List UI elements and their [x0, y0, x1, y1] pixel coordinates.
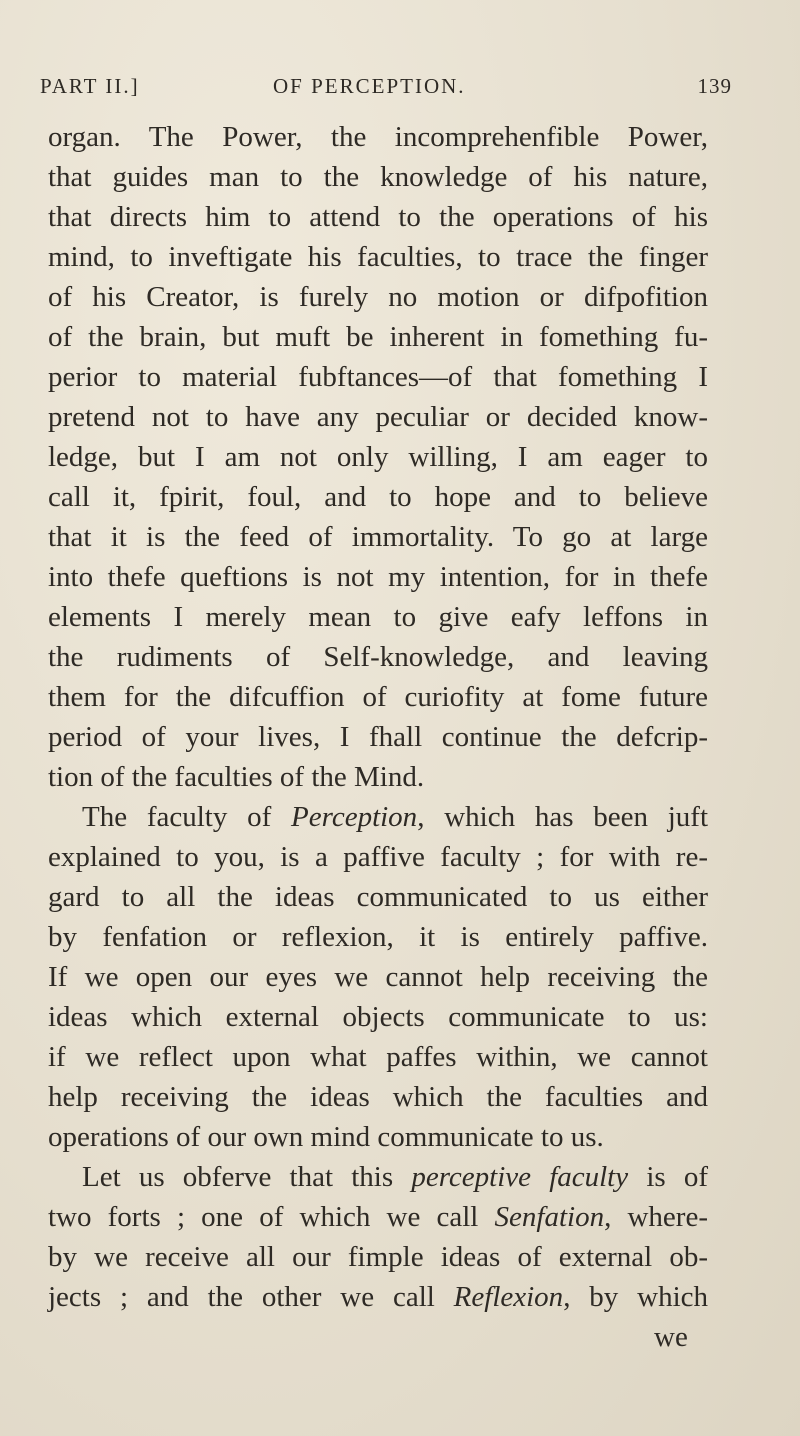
- text-line: elements I merely mean to give eafy leffons in: [48, 601, 708, 633]
- text-line: that guides man to the knowledge of his nature,: [48, 161, 708, 193]
- text-line: that directs him to attend to the operations of his: [48, 201, 708, 233]
- text-line: tion of the faculties of the Mind.: [48, 761, 425, 793]
- text-line: of the brain, but muft be inherent in fomething fu-: [48, 321, 708, 353]
- page-number: 139: [697, 74, 732, 98]
- text-line: call it, fpirit, foul, and to hope and to believe: [48, 481, 708, 513]
- text-line: into thefe queftions is not my intention, for in thefe: [48, 561, 708, 593]
- part-label: PART II.]: [40, 74, 140, 98]
- text-line: [48, 1197, 708, 1237]
- running-header: [40, 74, 732, 108]
- text-line: them for the difcuffion of curiofity at fome future: [48, 681, 708, 713]
- text-line: of his Creator, is furely no motion or difpofition: [48, 281, 708, 313]
- text-line: [82, 797, 708, 837]
- text-line: mind, to inveftigate his faculties, to trace the finger: [48, 241, 708, 273]
- text-line: ledge, but I am not only willing, I am eager to: [48, 441, 708, 473]
- text-line: if we reflect upon what paffes within, we cannot: [48, 1041, 708, 1073]
- text-line: If we open our eyes we cannot help receiving the: [48, 961, 708, 993]
- text-line: perior to material fubftances—of that fomething I: [48, 361, 708, 393]
- text-line: gard to all the ideas communicated to us either: [48, 881, 708, 913]
- text-line: by we receive all our fimple ideas of external ob-: [48, 1241, 708, 1273]
- emphasis: Senfation: [494, 1201, 605, 1233]
- text-run: jects ; and the other we call: [48, 1281, 454, 1313]
- text-line: pretend not to have any peculiar or decided know-: [48, 401, 708, 433]
- text-run: The faculty of: [82, 801, 292, 833]
- text-line: ideas which external objects communicate to us:: [48, 1001, 708, 1033]
- text-line: explained to you, is a paffive faculty ; for with re-: [48, 841, 708, 873]
- text-line: that it is the feed of immortality. To go at large: [48, 521, 708, 553]
- text-line: help receiving the ideas which the faculties and: [48, 1081, 708, 1113]
- text-line: by fenfation or reflexion, it is entirely paffive.: [48, 921, 708, 953]
- text-run: is of: [628, 1161, 709, 1193]
- catchword: we: [654, 1321, 688, 1353]
- text-line: organ. The Power, the incomprehenfible Power,: [48, 121, 708, 153]
- text-line: [48, 1277, 708, 1317]
- text-line: [82, 1157, 708, 1197]
- emphasis: Perception: [291, 801, 418, 833]
- text-run: , which has been juft: [417, 801, 708, 833]
- running-title: OF PERCEPTION.: [273, 74, 466, 98]
- text-line: period of your lives, I fhall continue the defcrip-: [48, 721, 708, 753]
- text-line: operations of our own mind communicate to us.: [48, 1121, 604, 1153]
- text-run: two forts ; one of which we call: [48, 1201, 495, 1233]
- text-run: , by which: [563, 1281, 708, 1313]
- emphasis: perceptive faculty: [411, 1161, 629, 1193]
- text-run: Let us obferve that this: [82, 1161, 412, 1193]
- text-line: the rudiments of Self-knowledge, and leaving: [48, 641, 708, 673]
- text-run: , where-: [604, 1201, 708, 1233]
- emphasis: Reflexion: [453, 1281, 564, 1313]
